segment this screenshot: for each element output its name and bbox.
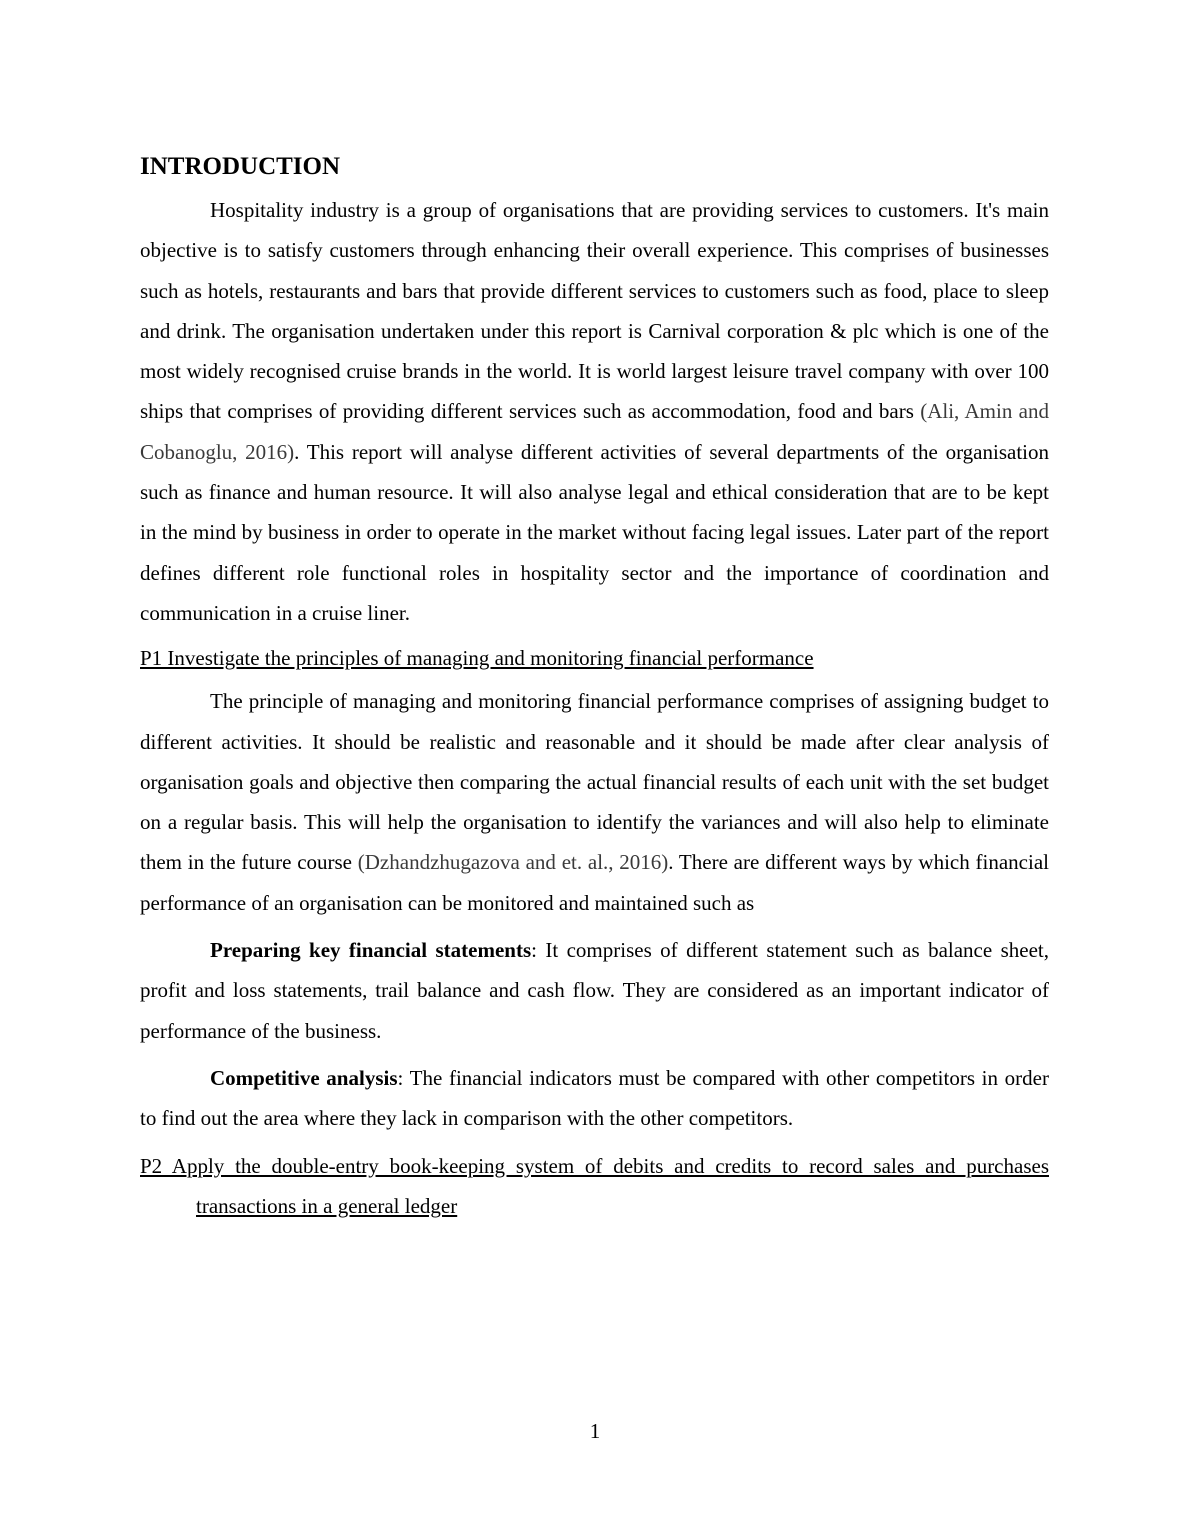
p1-text-tail: . There are different ways by which financial performance of an organisation can be monitored and maintained such as	[140, 850, 1049, 915]
page-content	[140, 150, 1049, 1232]
heading-p1: P1 Investigate the principles of managing and monitoring financial performance	[140, 646, 814, 671]
introduction-text-tail: . This report will analyse different activities of several departments of the organisation such as finance and human resource. It will also analyse legal and ethical consideration that are to be kept in the mind by business in order to operate in the market without facing legal issues. Later part of the report defines different role functional roles in hospitality sector and the importance of coordination and communication in a cruise liner.	[140, 439, 1049, 625]
introduction-paragraph	[140, 190, 1049, 633]
citation-ali-amin-cobanoglu: (Ali, Amin and Cobanoglu, 2016)	[140, 399, 1049, 464]
section-title-introduction: INTRODUCTION	[140, 153, 341, 180]
p1-paragraph	[140, 681, 1049, 923]
point-competitive-analysis	[140, 1058, 1049, 1139]
page-number: 1	[589, 1419, 601, 1443]
point-text-financial-statements: : It comprises of different statement such as balance sheet, profit and loss statements, trail balance and cash flow. They are considered as an important indicator of performance of the business.	[140, 938, 1049, 1043]
citation-dzhandzhugazova: (Dzhandzhugazova and et. al., 2016)	[357, 850, 669, 875]
point-financial-statements	[140, 930, 1049, 1051]
p1-text: The principle of managing and monitoring financial performance comprises of assigning budget to different activities. It should be realistic and reasonable and it should be made after clear analysis of organisation goals and objective then comparing the actual financial results of each unit with the set budget on a regular basis. This will help the organisation to identify the variances and will also help to eliminate them in the future course	[140, 689, 1049, 875]
introduction-text: Hospitality industry is a group of organisations that are providing services to customers. It's main objective is to satisfy customers through enhancing their overall experience. This comprises of businesses such as hotels, restaurants and bars that provide different services to customers such as food, place to sleep and drink. The organisation undertaken under this report is Carnival corporation & plc which is one of the most widely recognised cruise brands in the world. It is world largest leisure travel company with over 100 ships that comprises of providing different services such as accommodation, food and bars	[140, 198, 1049, 424]
point-text-competitive-analysis: : The financial indicators must be compared with other competitors in order to find out the area where they lack in comparison with the other competitors.	[140, 1065, 1049, 1131]
heading-p2: P2 Apply the double-entry book-keeping system of debits and credits to record sales and purchases transactions in a general ledger	[140, 1153, 1049, 1219]
point-term-financial-statements: Preparing key financial statements	[210, 938, 532, 963]
point-term-competitive-analysis: Competitive analysis	[210, 1065, 398, 1090]
